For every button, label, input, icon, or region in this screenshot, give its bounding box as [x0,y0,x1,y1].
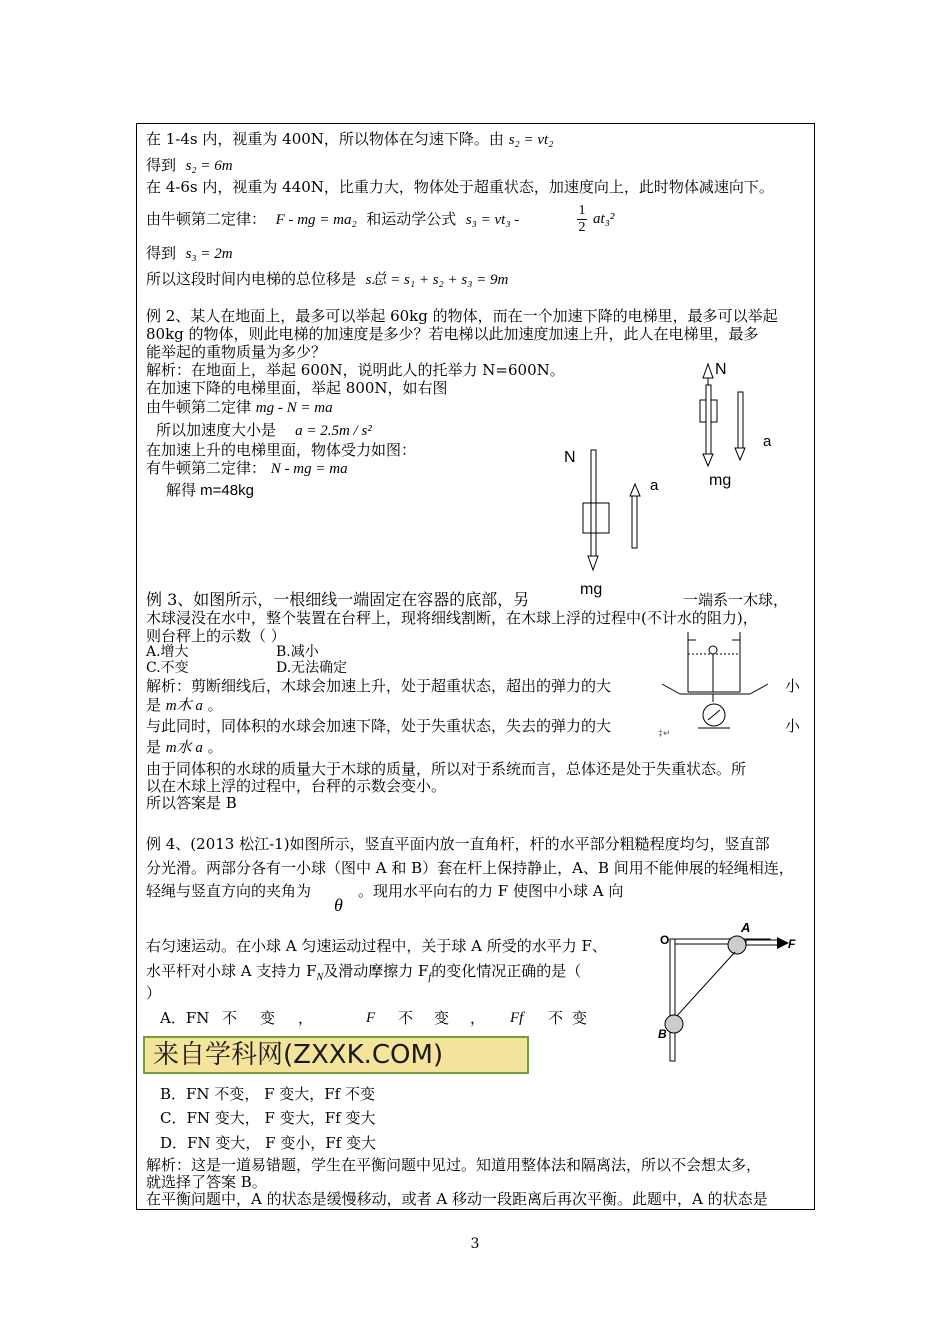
label-A: A [741,920,751,935]
label-N-2: N [564,449,576,466]
force-diagram-descending [700,361,772,489]
ex2-solution-2: 在加速下降的电梯里面，举起 800N，如右图 [146,379,448,397]
ex1-line1: 在 1-4s 内，视重为 400N，所以物体在匀速下降。由 s₂ = vt₂ [146,130,554,148]
ex3-option-c: C.不变 [146,660,189,676]
ex3-question-3: 则台秤上的示数（ ） [146,627,286,645]
ex4-option-d: D．FN 变大， F 变小，Ff 变大 [160,1134,376,1152]
ex3-question-1a: 例 3、如图所示，一根细线一端固定在容器的底部，另 [146,590,530,609]
label-a-2: a [650,477,659,494]
ex4-question-1: 例 4、(2013 松江-1)如图所示，竖直平面内放一直角杆，杆的水平部分粗糙程度均匀，竖直部 [146,835,770,853]
ex4-solution-3: 在平衡问题中，A 的状态是缓慢移动，或者 A 移动一段距离后再次平衡。此题中，A 的状态是 [146,1190,768,1208]
ex4-solution-1: 解析：这是一道易错题，学生在平衡问题中见过。知道用整体法和隔离法，所以不会想太多， [146,1156,762,1174]
ex1-line6: 所以这段时间内电梯的总位移是 s总 = s₁ + s₂ + s₃ = 9m [146,270,509,288]
zxxk-watermark-banner: 来自学科网(ZXXK.COM) [143,1036,529,1074]
ex3-solution-6: 以在木球上浮的过程中，台秤的示数会变小。 [146,777,447,795]
ex1-line4: 由牛顿第二定律： F - mg = ma₂ 和运动学公式 s₃ = vt₃ - [146,210,520,228]
ex2-solution-3: 由牛顿第二定律 mg - N = ma [146,398,333,416]
ex1-line5: 得到 s₃ = 2m [146,244,233,262]
label-B: B [658,1027,667,1041]
ex2-question-1: 例 2、某人在地面上，最多可以举起 60kg 的物体，而在一个加速下降的电梯里，最多可以举起 [146,307,778,325]
ex3-solution-3r: 小 [785,717,801,735]
ex4-question-3: 轻绳与竖直方向的夹角为 [146,882,312,900]
scale-container-figure [650,622,780,742]
ex4-option-c: C．FN 变大， F 变大，Ff 变大 [160,1109,376,1127]
ex3-solution-4: 是 m水 a 。 [146,738,223,756]
elevator-force-diagrams [550,350,800,600]
ex4-question-2: 分光滑。两部分各有一小球（图中 A 和 B）套在杆上保持静止，A、B 间用不能伸展的轻绳相连， [146,859,794,877]
ex4-option-b: B．FN 不变， F 变大，Ff 不变 [160,1085,375,1103]
label-O: O [660,933,670,947]
ex2-question-3: 能举起的重物质量为多少？ [146,343,327,361]
label-N-1: N [715,361,727,378]
ex3-solution-5: 由于同体积的水球的质量大于木球的质量，所以对于系统而言，总体还是处于失重状态。所 [146,760,747,778]
ex2-solution-6: 有牛顿第二定律： N - mg = ma [146,459,348,477]
ex1-line2: 得到 s₂ = 6m [146,156,233,174]
svg-text:‡↵: ‡↵ [658,728,671,738]
ex3-solution-7: 所以答案是 B [146,794,237,812]
ex3-question-2: 木球浸没在水中，整个装置在台秤上，现将细线割断，在木球上浮的过程中(不计水的阻力)， [146,609,758,627]
label-mg-1: mg [709,472,732,489]
force-diagram-ascending [564,449,659,598]
fraction-half: 1 2 [578,203,586,235]
page-number: 3 [470,1236,480,1252]
ex1-eq4c: at₃² [593,211,615,227]
ex4-question-5: 水平杆对小球 A 支持力 $F_N$及滑动摩擦力 $F_f$的变化情况正确的是（ [146,962,582,983]
label-mg-2: mg [580,581,603,598]
ex3-solution-3: 与此同时，同体积的水球会加速下降，处于失重状态，失去的弹力的大 [146,717,612,735]
ex3-option-b: B.减小 [276,644,319,660]
ex3-option-a: A.增大 [146,644,189,660]
theta-symbol: θ [334,895,343,915]
label-a-1: a [763,433,772,450]
ex4-solution-2: 就选择了答案 B。 [146,1173,267,1191]
ex4-question-3b: 。现用水平向右的力 F 使图中小球 A 向 [358,882,624,900]
label-F: F [788,937,796,951]
ex4-question-4: 右匀速运动。在小球 A 匀速运动过程中，关于球 A 所受的水平力 F、 [146,937,607,955]
ex1-line3: 在 4-6s 内，视重为 440N，比重力大，物体处于超重状态，加速度向上，此时物体减速向下。 [146,178,774,196]
ex4-question-6: ） [146,984,162,1002]
ex3-question-1b: 一端系一木球， [683,591,789,609]
ex2-solution-7: 解得 m=48kg [166,482,254,499]
ex2-solution-4: 所以加速度大小是 a = 2.5m / s² [156,421,372,439]
ex3-option-d: D.无法确定 [276,660,348,676]
right-angle-rod-figure [655,918,805,1068]
ex2-question-2: 80kg 的物体，则此电梯的加速度是多少？若电梯以此加速度加速上升，此人在电梯里，最多 [146,325,759,343]
ex3-solution-1r: 小 [785,677,801,695]
ex2-solution-1: 解析：在地面上，举起 600N，说明此人的托举力 N=600N。 [146,361,565,379]
ex3-solution-1: 解析：剪断细线后，木球会加速上升，处于超重状态，超出的弹力的大 [146,677,612,695]
ex2-solution-5: 在加速上升的电梯里面，物体受力如图： [146,441,417,459]
ex3-solution-2: 是 m木 a 。 [146,696,223,714]
